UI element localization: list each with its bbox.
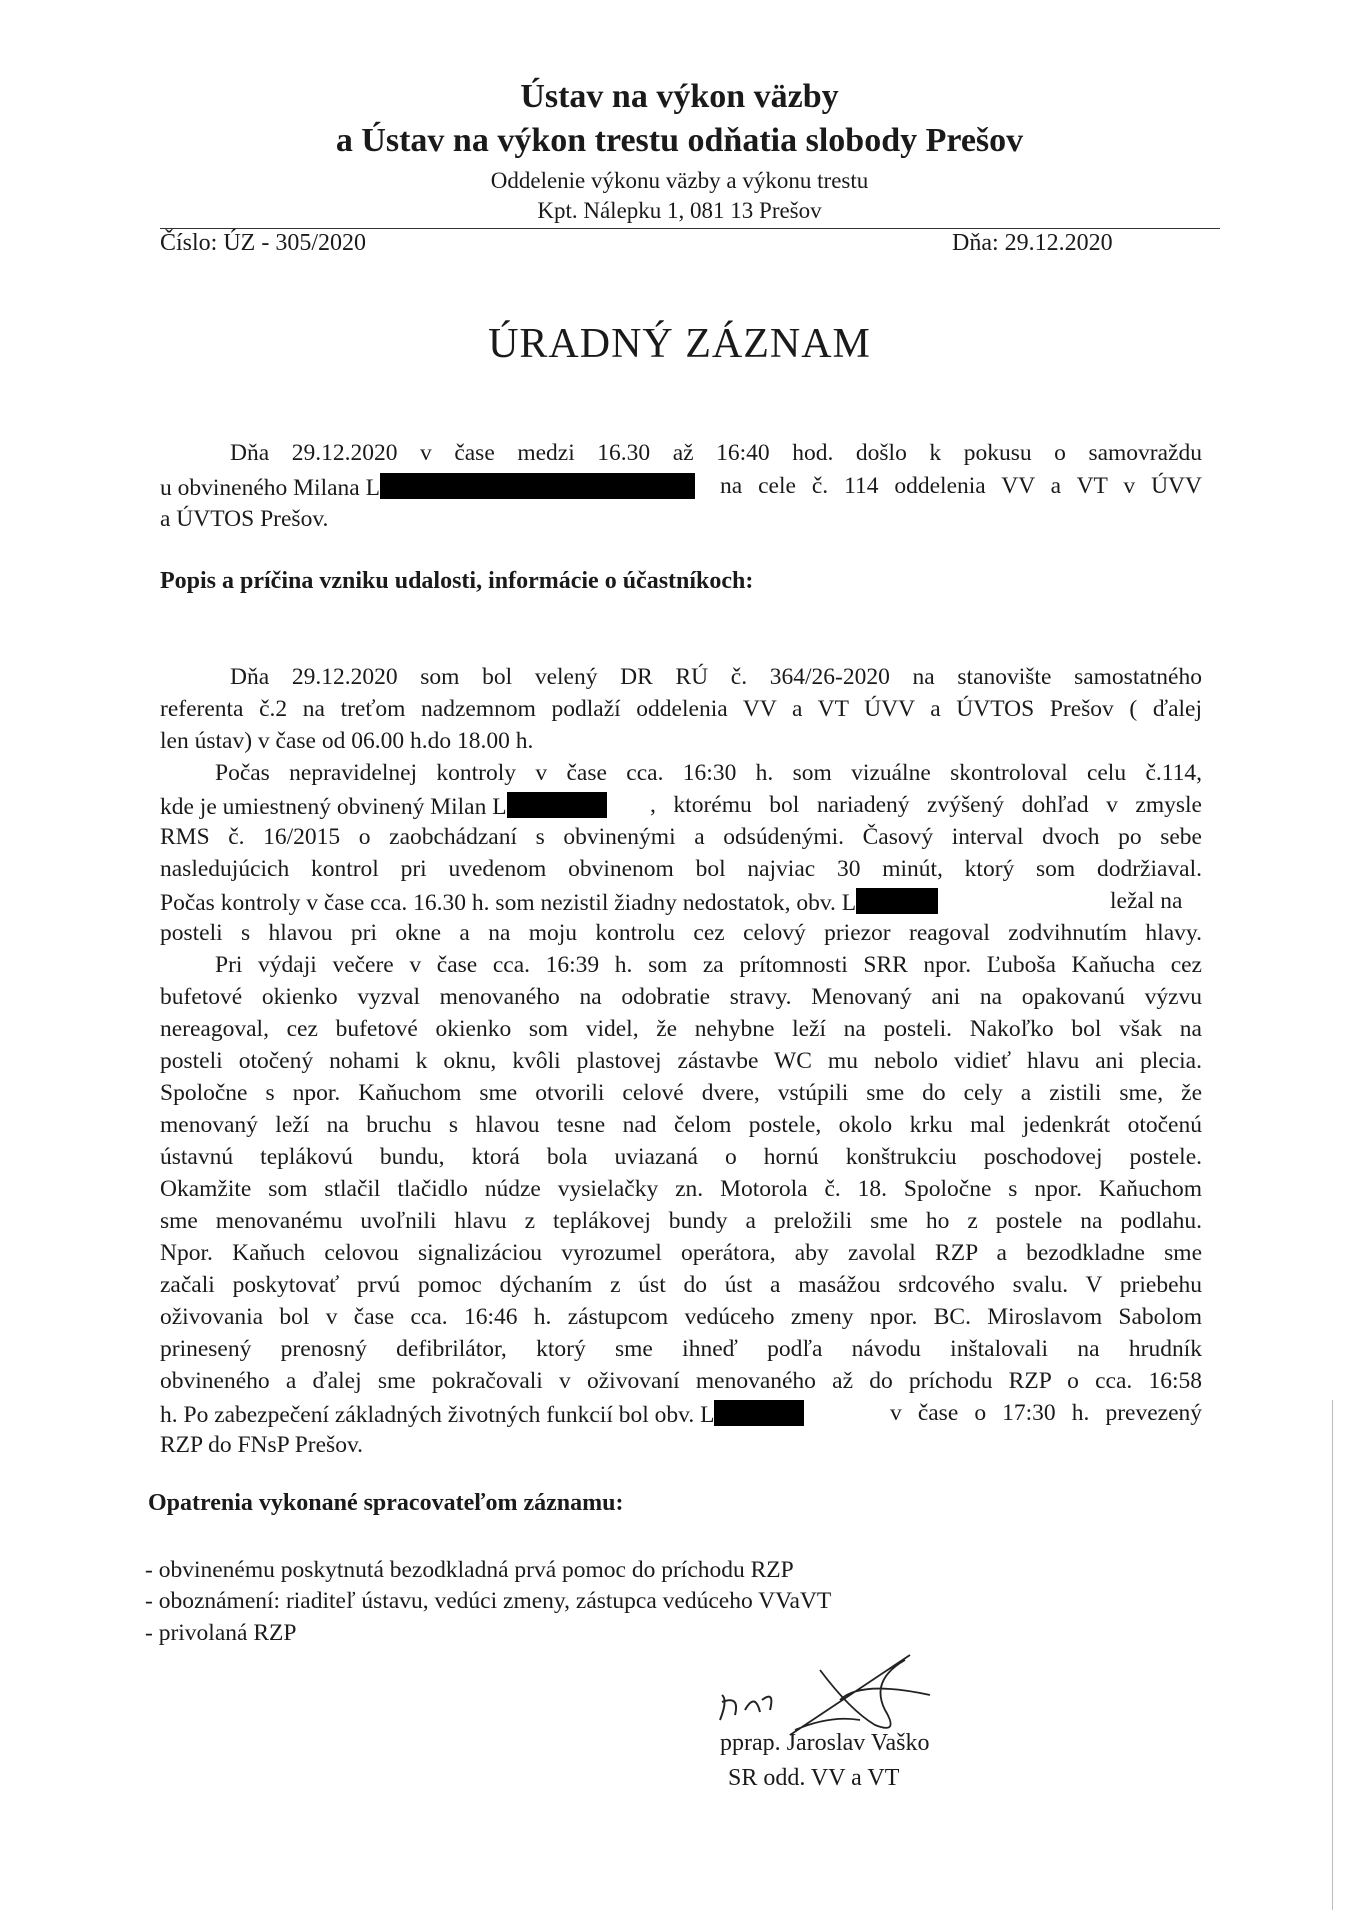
body-line: prinesený prenosný defibrilátor, ktorý sme ihneď podľa návodu inštalovali na hrudník xyxy=(160,1336,1202,1362)
signatory-name: pprap. Jaroslav Vaško xyxy=(720,1730,930,1756)
page-title: ÚRADNÝ ZÁZNAM xyxy=(488,321,871,367)
body-line: referenta č.2 na treťom nadzemnom podlaží oddelenia VV a VT ÚVV a ÚVTOS Prešov ( ďalej xyxy=(160,696,1202,722)
body-line: Npor. Kaňuch celovou signalizáciou vyrozumel operátora, aby zavolal RZP a bezodkladne sme xyxy=(160,1240,1202,1266)
intro-line-1: Dňa 29.12.2020 v čase medzi 16.30 až 16:40 hod. došlo k pokusu o samovraždu xyxy=(230,440,1202,466)
body-line: sme menovanému uvoľnili hlavu z teplákovej bundy a preložili sme ho z postele na podlahu. xyxy=(160,1208,1202,1234)
body-line: RMS č. 16/2015 o zaobchádzaní s obvinenými a odsúdenými. Časový interval dvoch po sebe xyxy=(160,824,1202,850)
section-heading-measures: Opatrenia vykonané spracovateľom záznamu: xyxy=(148,1490,624,1516)
intro-text-before-redaction: u obvineného Milana L xyxy=(160,475,380,501)
body-text-before-redaction: h. Po zabezpečení základných životných funkcií bol obv. L xyxy=(160,1402,715,1428)
measure-item: - oboznámení: riaditeľ ústavu, vedúci zmeny, zástupca vedúceho VVaVT xyxy=(145,1588,832,1614)
body-text-after-redaction: v čase o 17:30 h. prevezený xyxy=(890,1400,1202,1426)
header-rule xyxy=(160,228,1220,229)
body-line: Okamžite som stlačil tlačidlo núdze vysielačky zn. Motorola č. 18. Spoločne s npor. Kaňuchom xyxy=(160,1176,1202,1202)
section-heading-description: Popis a príčina vzniku udalosti, informácie o účastníkoch: xyxy=(160,568,754,594)
measure-item: - obvinenému poskytnutá bezodkladná prvá pomoc do príchodu RZP xyxy=(145,1557,794,1583)
document-number: Číslo: ÚZ - 305/2020 xyxy=(160,230,367,256)
body-line: ústavnú teplákovú bundu, ktorá bola uviazaná o hornú konštrukciu poschodovej postele. xyxy=(160,1144,1202,1170)
body-line: bufetové okienko vyzval menovaného na odobratie stravy. Menovaný ani na opakovanú výzvu xyxy=(160,984,1202,1010)
redaction-bar xyxy=(856,888,938,914)
body-line xyxy=(160,1400,804,1429)
body-line: začali poskytovať prvú pomoc dýchaním z úst do úst a masážou srdcového svalu. V priebehu xyxy=(160,1272,1202,1298)
redaction-bar xyxy=(714,1400,804,1426)
body-text-before-redaction: kde je umiestnený obvinený Milan L xyxy=(160,794,507,820)
body-line: menovaný leží na bruchu s hlavou tesne nad čelom postele, okolo krku mal jedenkrát otočenú xyxy=(160,1112,1202,1138)
department-name: Oddelenie výkonu väzby a výkonu trestu xyxy=(490,168,869,193)
body-line: Dňa 29.12.2020 som bol velený DR RÚ č. 364/26-2020 na stanovište samostatného xyxy=(230,664,1202,690)
body-line: len ústav) v čase od 06.00 h.do 18.00 h. xyxy=(160,728,534,754)
institution-name-line1: Ústav na výkon väzby xyxy=(520,78,839,115)
body-line: nereagoval, cez bufetové okienko som videl, že nehybne leží na posteli. Nakoľko bol však na xyxy=(160,1016,1202,1042)
body-line: Pri výdaji večere v čase cca. 16:39 h. som za prítomnosti SRR npor. Ľuboša Kaňucha cez xyxy=(215,952,1202,978)
intro-line-3: a ÚVTOS Prešov. xyxy=(160,506,329,532)
signatory-position: SR odd. VV a VT xyxy=(728,1765,900,1791)
measure-item: - privolaná RZP xyxy=(145,1620,297,1646)
institution-name-line2: a Ústav na výkon trestu odňatia slobody Prešov xyxy=(335,122,1024,159)
redaction-bar xyxy=(507,792,607,818)
body-line: nasledujúcich kontrol pri uvedenom obvinenom bol najviac 30 minút, ktorý som dodržiaval. xyxy=(160,856,1202,882)
body-line: Počas nepravidelnej kontroly v čase cca. 16:30 h. som vizuálne skontroloval celu č.114, xyxy=(215,760,1202,786)
body-text-before-redaction: Počas kontroly v čase cca. 16.30 h. som nezistil žiadny nedostatok, obv. L xyxy=(160,890,857,916)
institution-address: Kpt. Nálepku 1, 081 13 Prešov xyxy=(537,198,822,223)
intro-line-2 xyxy=(160,473,695,502)
body-line xyxy=(160,792,607,821)
body-line: RZP do FNsP Prešov. xyxy=(160,1432,364,1458)
scan-edge-line xyxy=(1332,1400,1333,1910)
redaction-bar xyxy=(380,473,695,499)
body-text-after-redaction: ležal na xyxy=(1110,888,1183,914)
body-line: posteli s hlavou pri okne a na moju kontrolu cez celový priezor reagoval zodvihnutím hlavy. xyxy=(160,920,1202,946)
body-line xyxy=(160,888,938,917)
body-text-after-redaction: , ktorému bol nariadený zvýšený dohľad v zmysle xyxy=(650,792,1202,818)
body-line: oživovania bol v čase cca. 16:46 h. zástupcom vedúceho zmeny npor. BC. Miroslavom Sabolom xyxy=(160,1304,1202,1330)
body-line: obvineného a ďalej sme pokračovali v oživovaní menovaného až do príchodu RZP o cca. 16:58 xyxy=(160,1368,1202,1394)
body-line: posteli otočený nohami k oknu, kvôli plastovej zástavbe WC mu nebolo vidieť hlavu ani plecia. xyxy=(160,1048,1202,1074)
body-line: Spoločne s npor. Kaňuchom sme otvorili celové dvere, vstúpili sme do cely a zistili sme, že xyxy=(160,1080,1202,1106)
intro-text-after-redaction: na cele č. 114 oddelenia VV a VT v ÚVV xyxy=(720,473,1202,499)
document-date: Dňa: 29.12.2020 xyxy=(952,230,1113,256)
